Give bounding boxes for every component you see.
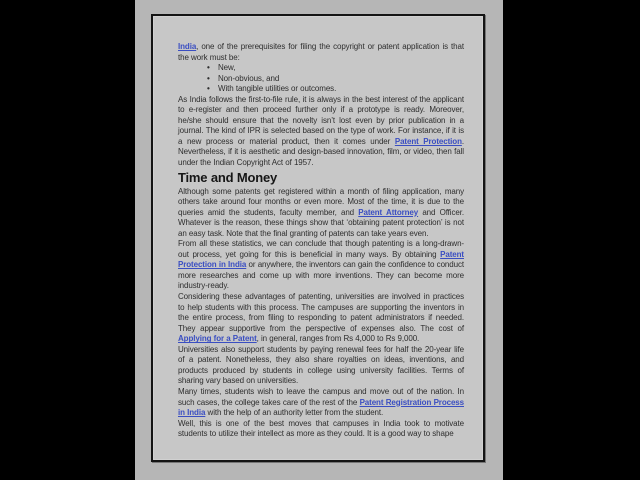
bullet-item: • New, <box>207 63 464 74</box>
section-heading: Time and Money <box>178 169 278 185</box>
text-run: Many times, students wish to leave the campus and move out of the nation. In such cases, the college takes care of the rest of the <box>178 386 464 407</box>
text-run: Considering these advantages of patenting, universities are involved in practices to help students with this process. The campuses are supporting the inventors in the entire process, from filing to responding to patent administrators if needed. They appear supportive from the perspective of expenses also. The cost of <box>178 292 464 333</box>
paragraph <box>178 419 464 440</box>
text-run: Well, this is one of the best moves that campuses in India took to motivate students to utilize their intellect as more as they could. It is a good way to shape <box>178 418 464 439</box>
hyperlink[interactable]: Patent Protection <box>394 136 462 146</box>
text-run: , one of the prerequisites for filing the copyright or patent application is that the work must be: <box>178 42 464 62</box>
letterbox-left <box>0 0 135 480</box>
text-run: Although some patents get registered within a month of filing application, many others take around four months or even more. Most of the time, it is due to the queries amid the students, faculty member, and <box>178 186 464 217</box>
paragraph <box>178 239 464 292</box>
paragraph <box>178 292 464 345</box>
text-run: As India follows the first-to-file rule, it is always in the best interest of the applicant to e-register and then proceed further only if a prototype is ready. Moreover, he/she should ensure that the novelty isn’t lost even by prior publication in a journal. The kind of IPR is selected based on the type of work. For instance, if it is a new process or material product, then it comes under <box>178 94 464 146</box>
hyperlink[interactable]: India <box>178 42 197 51</box>
text-run: Universities also support students by paying renewal fees for half the 20-year life of a patent. Nonetheless, they also share royalties on ideas, inventions, and products produced by students in college using university facilities. Terms of sharing vary based on universities. <box>178 344 464 386</box>
document-content <box>153 16 483 440</box>
document-workspace <box>135 0 503 480</box>
hyperlink[interactable]: Patent Attorney <box>358 207 419 217</box>
text-run: . Nevertheless, if it is aesthetic and design-based innovation, film, or video, then fall under the Indian Copyright Act of 1957. <box>178 136 464 168</box>
text-run: , in general, ranges from Rs 4,000 to Rs 9,000. <box>256 334 420 344</box>
text-run: and Officer. Whatever is the reason, these things show that ‘obtaining patent protection’ is not an easy task. Note that the final granting of patents can take years even. <box>178 207 464 238</box>
hyperlink[interactable]: Patent Registration Process in India <box>178 397 464 418</box>
hyperlink[interactable]: Patent Protection in India <box>178 249 464 270</box>
bullet-item: • Non-obvious, and <box>207 74 464 85</box>
paragraph <box>178 42 464 63</box>
paragraph <box>178 187 464 240</box>
text-run: or anywhere, the inventors can gain the confidence to conduct more researches and come up with more inventions. They can become more industry-ready. <box>178 260 464 291</box>
paragraph <box>178 95 464 169</box>
paragraph <box>178 345 464 387</box>
bullet-list <box>178 63 464 95</box>
document-page <box>151 14 485 462</box>
bullet-item: • With tangible utilities or outcomes. <box>207 84 464 95</box>
text-run: From all these statistics, we can conclude that though patenting is a long-drawn-out process, yet going for this is beneficial in many ways. By obtaining <box>178 239 464 259</box>
hyperlink[interactable]: Applying for a Patent <box>178 334 257 344</box>
paragraph <box>178 387 464 419</box>
letterbox-right <box>503 0 640 480</box>
text-run: with the help of an authority letter from the student. <box>205 408 384 418</box>
